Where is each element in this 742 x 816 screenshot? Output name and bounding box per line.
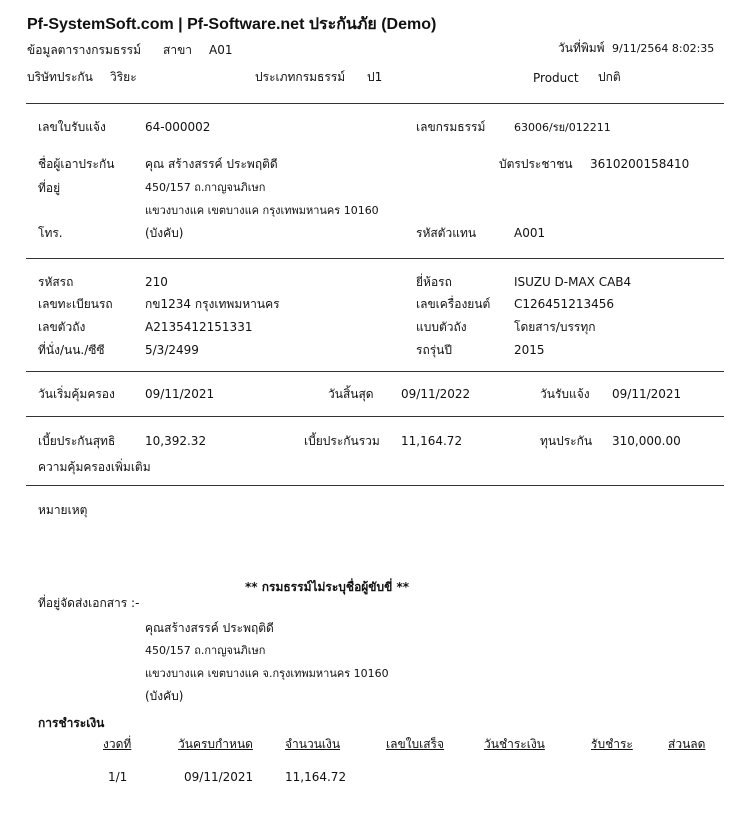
policy-type-label: ประเภทกรมธรรม์: [255, 70, 346, 84]
payment-row-amount: 11,164.72: [285, 770, 347, 784]
chassis-value: A2135412151331: [145, 320, 253, 334]
notice-no-value: 64-000002: [145, 120, 211, 134]
start-date-label: วันเริ่มคุ้มครอง: [38, 387, 115, 401]
payment-row-installment: 1/1: [108, 770, 128, 784]
phone-value: (บังคับ): [145, 226, 184, 240]
chassis-label: เลขตัวถัง: [38, 320, 86, 334]
body-label: แบบตัวถัง: [416, 320, 467, 334]
plate-value: กข1234 กรุงเทพมหานคร: [145, 297, 280, 311]
divider: [26, 485, 724, 486]
mailing-line3: (บังคับ): [145, 689, 184, 703]
received-date-label: วันรับแจ้ง: [540, 387, 590, 401]
net-premium-value: 10,392.32: [145, 434, 207, 448]
extra-coverage-label: ความคุ้มครองเพิ่มเติม: [38, 460, 151, 474]
total-premium-label: เบี้ยประกันรวม: [304, 434, 380, 448]
mailing-line1: 450/157 ถ.กาญจนภิเษก: [145, 644, 266, 657]
sum-insured-value: 310,000.00: [612, 434, 681, 448]
car-code-value: 210: [145, 275, 168, 289]
insurer-value: วิริยะ: [110, 70, 137, 84]
mailing-name: คุณสร้างสรรค์ ประพฤติดี: [145, 621, 274, 635]
agent-code-value: A001: [514, 226, 546, 240]
start-date-value: 09/11/2021: [145, 387, 215, 401]
no-driver-note: ** กรมธรรม์ไม่ระบุชื่อผู้ขับขี่ **: [245, 580, 410, 594]
brand-value: ISUZU D-MAX CAB4: [514, 275, 632, 289]
remarks-label: หมายเหตุ: [38, 503, 88, 517]
divider: [26, 371, 724, 372]
seats-value: 5/3/2499: [145, 343, 199, 357]
mailing-address-label: ที่อยู่จัดส่งเอกสาร :-: [38, 596, 140, 610]
policy-no-value: 63006/รย/012211: [514, 121, 611, 134]
product-label: Product: [533, 71, 579, 85]
branch-label: สาขา: [163, 43, 193, 57]
engine-label: เลขเครื่องยนต์: [416, 297, 491, 311]
brand-label: ยี่ห้อรถ: [416, 275, 452, 289]
payment-col-due-date: วันครบกำหนด: [178, 737, 253, 751]
id-card-value: 3610200158410: [590, 157, 690, 171]
payment-title: การชำระเงิน: [38, 716, 105, 730]
policy-no-label: เลขกรมธรรม์: [416, 120, 486, 134]
payment-col-received: รับชำระ: [591, 737, 633, 751]
address-line2: แขวงบางแค เขตบางแค กรุงเทพมหานคร 10160: [145, 204, 379, 217]
received-date-value: 09/11/2021: [612, 387, 682, 401]
policy-type-value: ป1: [367, 70, 383, 84]
plate-label: เลขทะเบียนรถ: [38, 297, 113, 311]
total-premium-value: 11,164.72: [401, 434, 463, 448]
phone-label: โทร.: [38, 226, 63, 240]
engine-value: C126451213456: [514, 297, 614, 311]
address-label: ที่อยู่: [38, 181, 61, 195]
insured-name-label: ชื่อผู้เอาประกัน: [38, 157, 115, 171]
car-code-label: รหัสรถ: [38, 275, 74, 289]
sum-insured-label: ทุนประกัน: [540, 434, 593, 448]
print-date-label: วันที่พิมพ์: [558, 41, 605, 55]
end-date-label: วันสิ้นสุด: [328, 387, 374, 401]
divider: [26, 416, 724, 417]
product-value: ปกติ: [598, 70, 621, 84]
divider: [26, 103, 724, 104]
address-line1: 450/157 ถ.กาญจนภิเษก: [145, 181, 266, 194]
model-year-label: รถรุ่นปี: [416, 343, 452, 357]
net-premium-label: เบี้ยประกันสุทธิ: [38, 434, 116, 448]
payment-col-amount: จำนวนเงิน: [285, 737, 341, 751]
seats-label: ที่นั่ง/นน./ซีซี: [38, 343, 105, 357]
mailing-line2: แขวงบางแค เขตบางแค จ.กรุงเทพมหานคร 10160: [145, 667, 389, 680]
body-value: โดยสาร/บรรทุก: [514, 320, 596, 334]
payment-col-discount: ส่วนลด: [668, 737, 706, 751]
branch-value: A01: [209, 43, 233, 57]
end-date-value: 09/11/2022: [401, 387, 471, 401]
agent-code-label: รหัสตัวแทน: [416, 226, 477, 240]
payment-col-paid-date: วันชำระเงิน: [484, 737, 545, 751]
insured-name-value: คุณ สร้างสรรค์ ประพฤติดี: [145, 157, 278, 171]
divider: [26, 258, 724, 259]
policy-data-label: ข้อมูลตารางกรมธรรม์: [27, 43, 141, 57]
page-title: Pf-SystemSoft.com | Pf-Software.net ประกันภัย (Demo): [27, 16, 437, 33]
model-year-value: 2015: [514, 343, 545, 357]
print-date-value: 9/11/2564 8:02:35: [612, 42, 715, 55]
payment-col-receipt-no: เลขใบเสร็จ: [386, 737, 445, 751]
payment-row-due-date: 09/11/2021: [184, 770, 254, 784]
insurer-label: บริษัทประกัน: [27, 70, 93, 84]
notice-no-label: เลขใบรับแจ้ง: [38, 120, 106, 134]
payment-col-installment: งวดที่: [103, 737, 132, 751]
id-card-label: บัตรประชาชน: [499, 157, 573, 171]
